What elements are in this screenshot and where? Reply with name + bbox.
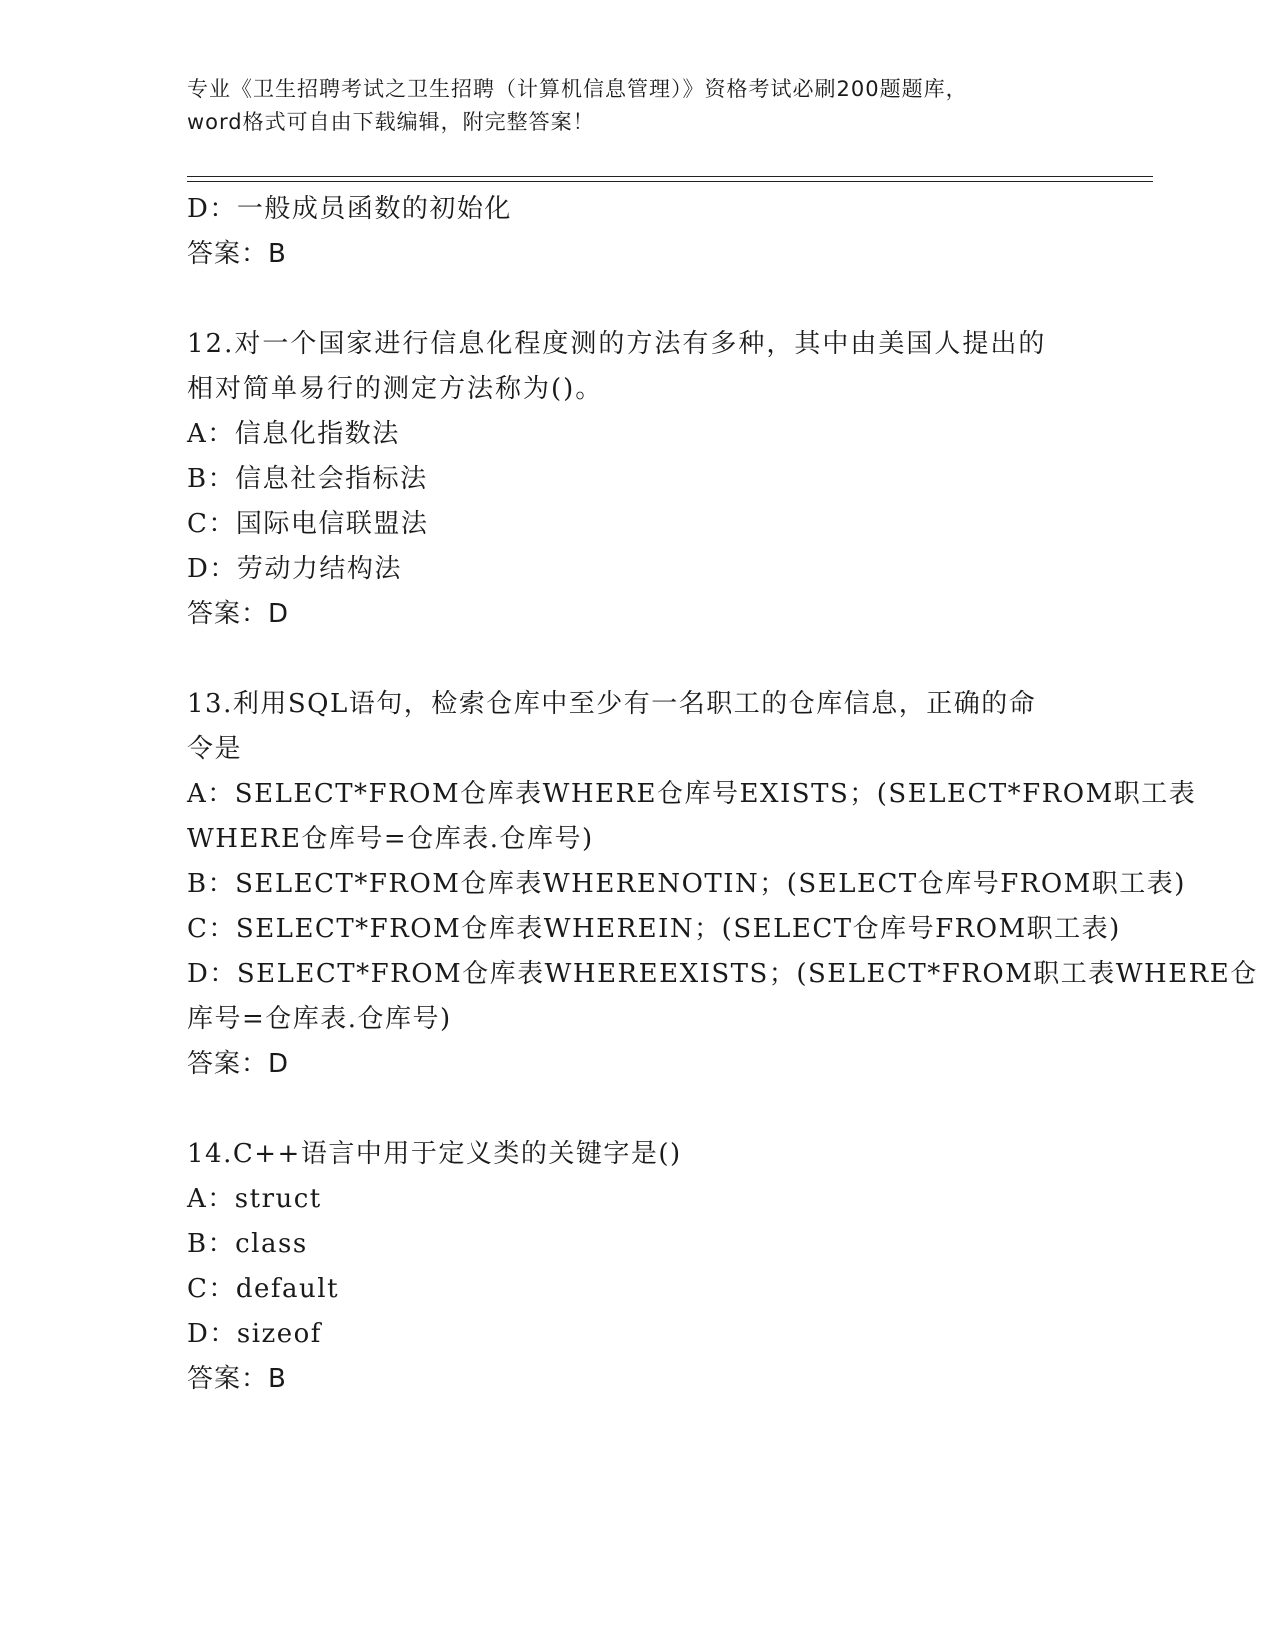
option-c: C：SELECT*FROM仓库表WHEREIN；(SELECT仓库号FROM职工表) <box>187 914 1121 944</box>
page-header <box>187 73 1087 139</box>
question-14 <box>187 1132 1087 1402</box>
option-d: D：sizeof <box>187 1319 322 1349</box>
option-d-continued: 库号=仓库表.仓库号) <box>187 1004 452 1034</box>
answer: 答案：B <box>187 239 287 269</box>
header-title-line-1: 专业《卫生招聘考试之卫生招聘（计算机信息管理）》资格考试必刷200题题库， <box>187 77 968 101</box>
header-divider-bottom <box>187 181 1153 182</box>
spacer <box>187 1087 1087 1132</box>
question-13 <box>187 682 1258 1087</box>
answer: 答案：B <box>187 1364 287 1394</box>
question-stem-continued: 令是 <box>187 734 243 764</box>
previous-question-tail <box>187 187 1087 277</box>
option-c: C：default <box>187 1274 340 1304</box>
option-b: B：SELECT*FROM仓库表WHERENOTIN；(SELECT仓库号FROM职工表) <box>187 869 1186 899</box>
option-a: A：信息化指数法 <box>187 419 400 449</box>
question-stem-continued: 相对简单易行的测定方法称为()。 <box>187 374 604 404</box>
answer: 答案：D <box>187 1049 290 1079</box>
question-stem: 13.利用SQL语句，检索仓库中至少有一名职工的仓库信息，正确的命 <box>187 689 1037 719</box>
spacer <box>187 637 1087 682</box>
question-stem: 12.对一个国家进行信息化程度测的方法有多种，其中由美国人提出的 <box>187 329 1047 359</box>
answer: 答案：D <box>187 599 290 629</box>
question-content <box>187 187 1258 1402</box>
question-12 <box>187 322 1087 637</box>
header-divider-top <box>187 176 1153 177</box>
header-title-line-2: word格式可自由下载编辑，附完整答案！ <box>187 110 595 134</box>
option-c: C：国际电信联盟法 <box>187 509 429 539</box>
option-a-continued: WHERE仓库号=仓库表.仓库号) <box>187 824 594 854</box>
option-b: B：信息社会指标法 <box>187 464 428 494</box>
option-a: A：SELECT*FROM仓库表WHERE仓库号EXISTS；(SELECT*FROM职工表 <box>187 779 1197 809</box>
spacer <box>187 277 1087 322</box>
option-b: B：class <box>187 1229 308 1259</box>
option-a: A：struct <box>187 1184 322 1214</box>
option-d: D：一般成员函数的初始化 <box>187 194 512 224</box>
option-d: D：SELECT*FROM仓库表WHEREEXISTS；(SELECT*FROM职工表WHERE仓 <box>187 959 1258 989</box>
question-stem: 14.C++语言中用于定义类的关键字是() <box>187 1139 682 1169</box>
option-d: D：劳动力结构法 <box>187 554 402 584</box>
